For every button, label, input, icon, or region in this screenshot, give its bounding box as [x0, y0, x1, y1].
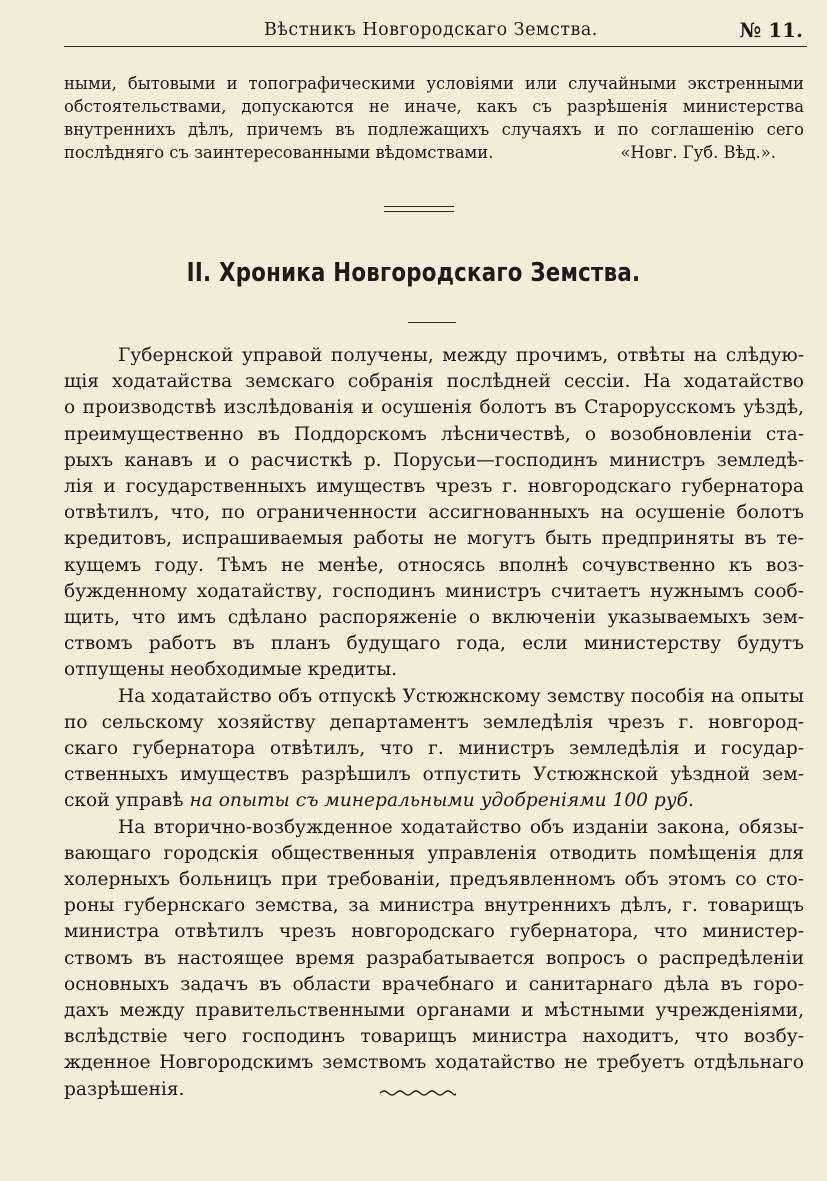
text-line: ствомъ работъ въ планъ будущаго года, если министерству будутъ	[64, 633, 804, 655]
section-heading: II. Хроника Новгородскаго Земства.	[186, 258, 641, 288]
text-line: жденное Новгородскимъ земствомъ ходатайство не требуетъ отдѣльнаго	[64, 1052, 804, 1074]
text-line: На ходатайство объ отпускѣ Устюжнскому земству пособія на опыты	[118, 685, 804, 707]
page-number: № 11.	[739, 18, 803, 42]
text-line: скаго губернатора отвѣтилъ, что г. министръ земледѣлія и государ-	[64, 738, 804, 760]
text-line: по сельскому хозяйству департаментъ земледѣлія чрезъ г. новгород-	[64, 711, 804, 733]
running-title: Вѣстникъ Новгородскаго Земства.	[264, 20, 598, 40]
text-line: щить, что имъ сдѣлано распоряженіе о включеніи указываемыхъ зем-	[64, 607, 804, 629]
paragraph-3	[64, 815, 804, 1103]
text-line-start: послѣдняго съ заинтересованными вѣдомствами.	[64, 143, 494, 162]
text-line: рыхъ канавъ и о расчисткѣ р. Порусьи—господинъ министръ земледѣ-	[64, 449, 804, 471]
paragraph-1	[64, 343, 804, 684]
continuation-text	[64, 72, 804, 164]
running-header	[64, 18, 807, 47]
text-line: отвѣтилъ, что, по ограниченности ассигнованныхъ на осушеніе болотъ	[64, 502, 804, 524]
text-line: основныхъ задачъ въ области врачебнаго и санитарнаго дѣла въ горо-	[64, 973, 804, 995]
text-line: дахъ между правительственными органами и мѣстными учрежденіями,	[64, 1000, 804, 1022]
text-line: внутреннихъ дѣлъ, причемъ въ подлежащихъ случаяхъ и по соглашенію сего	[64, 120, 804, 139]
text-line: преимущественно въ Поддорскомъ лѣсничествѣ, о возобновленіи ста-	[64, 423, 804, 445]
text-line	[64, 141, 804, 164]
text-line: разрѣшенія.	[64, 1078, 185, 1100]
text-line: роны губернскаго земства, за министра внутреннихъ дѣлъ, г. товарищъ	[64, 895, 804, 917]
text-line: отпущены необходимые кредиты.	[64, 659, 398, 681]
text-line: ствомъ въ настоящее время разрабатывается вопросъ о распредѣленіи	[64, 947, 804, 969]
text-line: ственныхъ имуществъ разрѣшилъ отпустить Устюжнской уѣздной зем-	[64, 764, 804, 786]
short-rule-divider	[408, 322, 456, 323]
wavy-rule-ornament	[380, 1088, 456, 1098]
text-line: о производствѣ изслѣдованія и осушенія болотъ въ Старорусскомъ уѣздѣ,	[64, 397, 804, 419]
chronicle-text	[64, 343, 804, 1103]
text-line: вслѣдствіе чего господинъ товарищъ министра находитъ, что возбу-	[64, 1026, 804, 1048]
source-citation: «Новг. Губ. Вѣд.».	[620, 143, 776, 162]
paragraph-2	[64, 684, 804, 815]
text-line: вающаго городскія общественныя управленія отводить помѣщенія для	[64, 842, 804, 864]
text-line: Губернской управой получены, между прочимъ, отвѣты на слѣдую-	[118, 345, 804, 366]
text-line: бужденному ходатайству, господинъ министръ считаетъ нужнымъ сооб-	[64, 580, 804, 602]
text-line: щія ходатайства земскаго собранія послѣдней сессіи. На ходатайство	[64, 371, 804, 393]
text-line: кущемъ году. Тѣмъ не менѣе, относясь вполнѣ сочувственно къ воз-	[64, 554, 804, 576]
text-line: лія и государственныхъ имуществъ чрезъ г. новгородскаго губернатора	[64, 476, 804, 498]
double-rule-divider	[384, 206, 454, 212]
text-line-plain: ской управѣ	[64, 790, 190, 812]
text-line: ными, бытовыми и топографическими условіями или случайными экстренными	[64, 74, 804, 93]
text-line: министра отвѣтилъ чрезъ новгородскаго губернатора, что министер-	[64, 921, 804, 943]
text-line: обстоятельствами, допускаются не иначе, какъ съ разрѣшенія министерства	[64, 97, 804, 116]
text-line: кредитовъ, испрашиваемыя работы не могутъ быть предприняты въ те-	[64, 528, 804, 550]
text-line: На вторично-возбужденное ходатайство объ изданіи закона, обязы-	[118, 816, 804, 838]
italic-emphasis: на опыты съ минеральными удобреніями 100 руб.	[189, 790, 694, 812]
text-line: холерныхъ больницъ при требованіи, предъявленномъ объ этомъ со сто-	[64, 869, 804, 891]
text-line	[64, 788, 804, 814]
